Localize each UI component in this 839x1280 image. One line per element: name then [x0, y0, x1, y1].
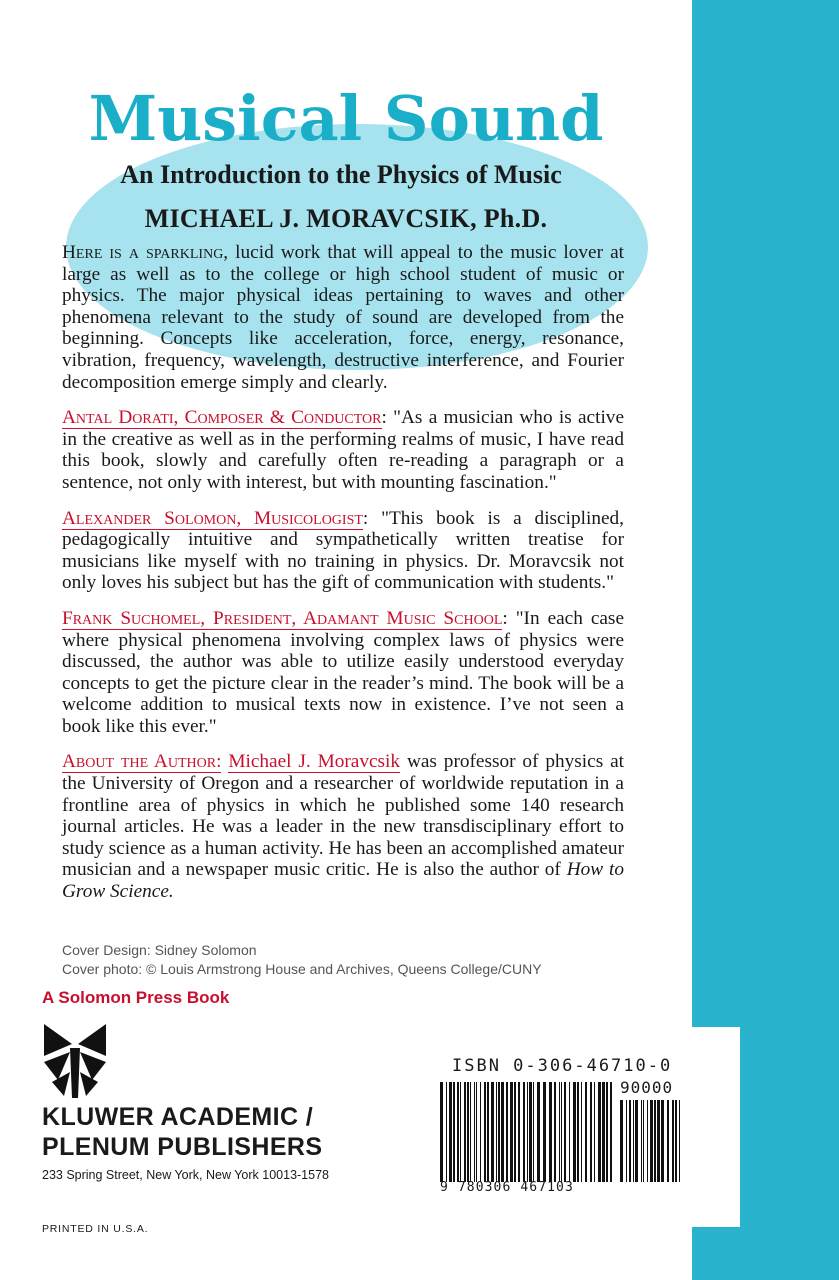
- barcode-bar: [533, 1082, 534, 1182]
- barcode-bar: [661, 1100, 664, 1182]
- barcode-bar: [527, 1082, 528, 1182]
- about-author-name: Michael J. Moravcsik: [228, 751, 401, 773]
- barcode-bar: [549, 1082, 552, 1182]
- barcode-bar: [679, 1100, 680, 1182]
- cover-design-credit: Cover Design: Sidney Solomon: [62, 942, 257, 958]
- barcode-bar: [518, 1082, 520, 1182]
- barcode-bar: [453, 1082, 455, 1182]
- barcode-bar: [602, 1082, 605, 1182]
- barcode-bar: [501, 1082, 504, 1182]
- barcode-bar: [635, 1100, 638, 1182]
- barcode-bar: [487, 1082, 489, 1182]
- cover-credits: [62, 941, 682, 979]
- barcode-bar: [598, 1082, 601, 1182]
- barcode-bar: [510, 1082, 513, 1182]
- barcode-bar: [667, 1100, 669, 1182]
- press-imprint: A Solomon Press Book: [42, 988, 230, 1007]
- review-suchomel: Frank Suchomel, President, Adamant Music School: "In each case where physical phenomena involving complex laws of physics were discussed, the author was able to utilize easily understood everyday concepts to get the picture clear in the reader’s mind. The book will be a welcome addition to musical texts now in existence. I’ve not seen a book like this ever.": [62, 607, 624, 737]
- barcode-bar: [467, 1082, 469, 1182]
- barcode-bar: [606, 1082, 608, 1182]
- barcode-bar: [457, 1082, 459, 1182]
- barcode-bar: [633, 1100, 634, 1182]
- barcode-bar: [654, 1100, 656, 1182]
- barcode-bar: [554, 1082, 556, 1182]
- barcode-bar: [610, 1082, 612, 1182]
- barcode-bar: [577, 1082, 579, 1182]
- barcode-bar: [446, 1082, 447, 1182]
- review-dorati: Antal Dorati, Composer & Conductor: "As a musician who is active in the creative as well as in the performing realms of music, I have read this book, slowly and carefully often re-reading a paragraph or a sentence, not only with interest, but with mounting fascination.": [62, 407, 625, 493]
- barcode-bar: [476, 1082, 477, 1182]
- barcode-bar: [641, 1100, 642, 1182]
- barcode-bar: [573, 1082, 576, 1182]
- barcode-bar: [585, 1082, 587, 1182]
- intro-paragraph: [62, 242, 624, 393]
- barcode-bar: [594, 1082, 595, 1182]
- price-code: 90000: [620, 1078, 674, 1097]
- barcode-bar: [543, 1082, 546, 1182]
- barcode-bar: [657, 1100, 660, 1182]
- about-label: About the Author:: [62, 751, 222, 773]
- addon-barcode: [620, 1100, 682, 1182]
- barcode-bar: [590, 1082, 592, 1182]
- barcode-bar: [523, 1082, 525, 1182]
- barcode-bar: [491, 1082, 494, 1182]
- review-text: "This book is a disciplined, pedagogically intuitive and sympathetically written treatise for musicians like myself with no training in physics. Dr. Moravcsik not only loves his subject but has the gift of communication with students.": [62, 507, 624, 594]
- reviewer-name: Alexander Solomon, Musicologist: [62, 507, 363, 529]
- about-text: was professor of physics at the University of Oregon and a researcher of worldwide reputation in a frontline area of physics in which he published some 140 research journal articles. He was a leader in the new transdisciplinary effort to study science as a human activity. He has been an accomplished amateur musician and a newspaper music critic. He is also the author of: [62, 751, 625, 881]
- barcode-bar: [514, 1082, 516, 1182]
- barcode-bar: [650, 1100, 653, 1182]
- book-subtitle: An Introduction to the Physics of Music: [120, 160, 562, 189]
- barcode-bar: [626, 1100, 627, 1182]
- barcode-bar: [498, 1082, 500, 1182]
- barcode-bar: [581, 1082, 582, 1182]
- barcode-bar: [675, 1100, 677, 1182]
- cover-photo-credit: Cover photo: © Louis Armstrong House and Archives, Queens College/CUNY: [62, 961, 542, 977]
- intro-lead: Here is a sparkling,: [62, 242, 229, 263]
- barcode-bar: [480, 1082, 481, 1182]
- ean-digits: 9 780306 467103: [440, 1180, 574, 1195]
- barcode-bar: [496, 1082, 497, 1182]
- book-title: Musical Sound: [88, 82, 604, 155]
- intro-text: lucid work that will appeal to the music lover at large as well as to the college or high school student of music or physics. The major physical ideas pertaining to waves and other phenomena relevant to the study of sound are developed from the beginning. Concepts like acceleration, force, energy, resonance, vibration, frequency, wavelength, destructive interference, and Fourier decomposition emerge simply and clearly.: [62, 242, 624, 393]
- book-author: MICHAEL J. MORAVCSIK, Ph.D.: [144, 204, 548, 233]
- review-solomon: Alexander Solomon, Musicologist: "This book is a disciplined, pedagogically intuitive and sympathetically written treatise for musicians like myself with no training in physics. Dr. Moravcsik not only loves his subject but has the gift of communication with students.": [62, 507, 624, 594]
- barcode-bar: [620, 1100, 623, 1182]
- barcode-sticker-edge: [692, 1027, 740, 1227]
- isbn-label: ISBN 0-306-46710-0: [452, 1056, 673, 1076]
- reviewer-name: Frank Suchomel, President, Adamant Music School: [62, 607, 503, 629]
- about-author-paragraph: [62, 751, 624, 902]
- barcode-bar: [470, 1082, 471, 1182]
- reviewer-name: Antal Dorati, Composer & Conductor: [62, 407, 382, 429]
- barcode-bar: [561, 1082, 562, 1182]
- barcode-bar: [672, 1100, 674, 1182]
- barcode-bar: [564, 1082, 566, 1182]
- barcode-bar: [569, 1082, 570, 1182]
- barcode-bar: [537, 1082, 540, 1182]
- barcode-bar: [484, 1082, 486, 1182]
- publisher-line-1: KLUWER ACADEMIC /: [42, 1103, 314, 1131]
- barcode-bar: [474, 1082, 475, 1182]
- barcode-bar: [529, 1082, 532, 1182]
- ean-barcode: [440, 1082, 612, 1182]
- publisher-line-2: PLENUM PUBLISHERS: [42, 1133, 323, 1161]
- barcode-bar: [464, 1082, 466, 1182]
- barcode-bar: [449, 1082, 452, 1182]
- about-book-title: How to Grow Science.: [62, 859, 624, 903]
- barcode-bar: [559, 1082, 560, 1182]
- barcode-bar: [440, 1082, 443, 1182]
- printed-in-label: PRINTED IN U.S.A.: [42, 1223, 149, 1235]
- barcode-bar: [460, 1082, 461, 1182]
- publisher-logo-icon: [42, 1022, 108, 1100]
- barcode-bar: [647, 1100, 648, 1182]
- review-text: "As a musician who is active in the creative as well as in the performing realms of music, I have read this book, slowly and carefully often re-reading a paragraph or a sentence, not only with interest, but with mounting fascination.": [62, 407, 625, 493]
- publisher-address: 233 Spring Street, New York, New York 10013-1578: [42, 1168, 329, 1182]
- publisher-name: [42, 1102, 322, 1162]
- barcode-bar: [629, 1100, 631, 1182]
- barcode-bar: [643, 1100, 644, 1182]
- barcode-bar: [506, 1082, 508, 1182]
- blurb-column: [62, 242, 624, 917]
- review-text: "In each case where physical phenomena involving complex laws of physics were discussed, the author was able to utilize easily understood everyday concepts to get the picture clear in the reader’s mind. The book will be a welcome addition to musical texts now in existence. I’ve not seen a book like this ever.": [62, 607, 624, 737]
